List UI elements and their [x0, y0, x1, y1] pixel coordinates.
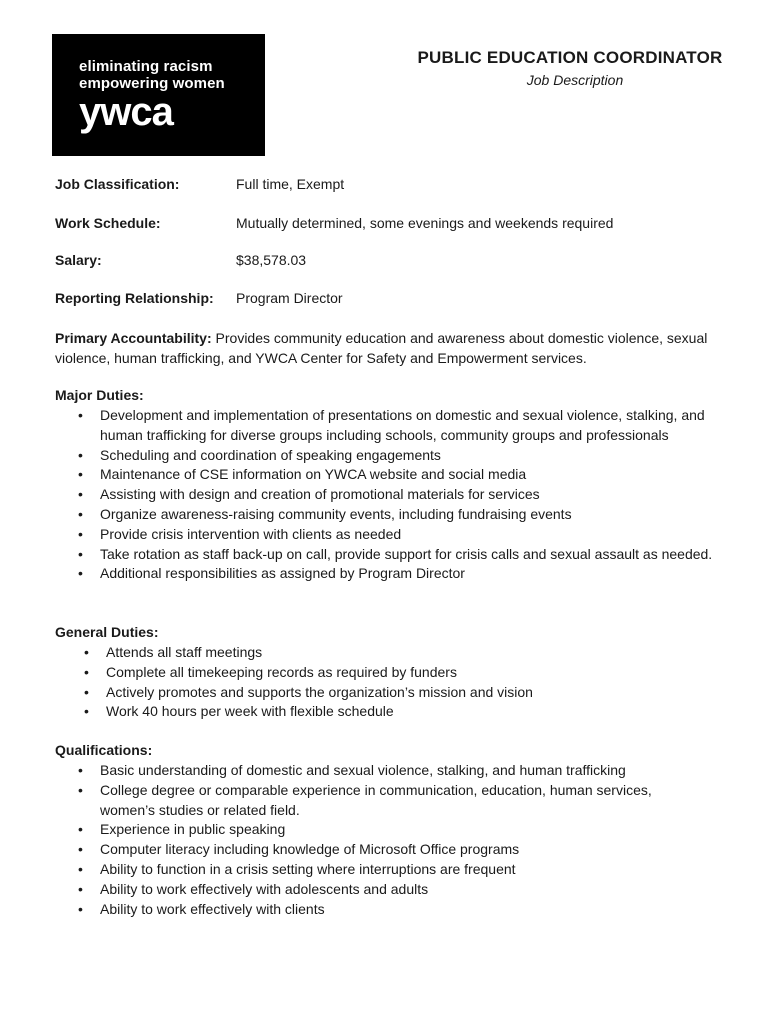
list-item: • Maintenance of CSE information on YWCA website and social media — [100, 465, 725, 485]
work-schedule-value: Mutually determined, some evenings and weekends required — [236, 215, 614, 231]
list-item: • Additional responsibilities as assigned by Program Director — [100, 564, 725, 584]
primary-accountability-label: Primary Accountability: — [55, 330, 212, 346]
list-item: • Attends all staff meetings — [106, 643, 726, 663]
major-duties-list — [100, 406, 725, 584]
list-item: • Complete all timekeeping records as required by funders — [106, 663, 726, 683]
list-item: • Computer literacy including knowledge of Microsoft Office programs — [100, 840, 700, 860]
logo-tagline-racism: eliminating racism — [79, 58, 213, 75]
ywca-logo — [52, 34, 265, 156]
list-item: • Ability to function in a crisis setting where interruptions are frequent — [100, 860, 700, 880]
list-item: • Ability to work effectively with adolescents and adults — [100, 880, 700, 900]
salary-label: Salary: — [55, 252, 102, 268]
logo-tagline-women: empowering women — [79, 75, 225, 92]
document-subtitle: Job Description — [526, 72, 624, 88]
primary-accountability — [55, 328, 735, 368]
list-item: • Work 40 hours per week with flexible schedule — [106, 702, 726, 722]
general-duties-list — [106, 643, 726, 722]
list-item: • Development and implementation of presentations on domestic and sexual violence, stalking, and human trafficking for diverse groups including schools, community groups and professionals — [100, 406, 725, 446]
list-item: • College degree or comparable experience in communication, education, human services, women’s studies or related field. — [100, 781, 700, 821]
list-item: • Scheduling and coordination of speaking engagements — [100, 446, 725, 466]
work-schedule-label: Work Schedule: — [55, 215, 161, 231]
list-item: • Provide crisis intervention with clients as needed — [100, 525, 725, 545]
primary-accountability-text: Provides community education and awareness about domestic violence, sexual violence, human trafficking, and YWCA Center for Safety and Empowerment services. — [55, 330, 708, 366]
general-duties-heading: General Duties: — [55, 624, 159, 640]
qualifications-heading: Qualifications: — [55, 742, 153, 758]
document-title: PUBLIC EDUCATION COORDINATOR — [417, 48, 723, 67]
reporting-relationship-value: Program Director — [236, 290, 343, 306]
list-item: • Experience in public speaking — [100, 820, 700, 840]
list-item: • Organize awareness-raising community events, including fundraising events — [100, 505, 725, 525]
list-item: • Take rotation as staff back-up on call, provide support for crisis calls and sexual assault as needed. — [100, 545, 725, 565]
list-item: • Actively promotes and supports the organization’s mission and vision — [106, 683, 726, 703]
reporting-relationship-label: Reporting Relationship: — [55, 290, 214, 306]
logo-wordmark: ywca — [79, 90, 173, 134]
list-item: • Basic understanding of domestic and sexual violence, stalking, and human trafficking — [100, 761, 700, 781]
salary-value: $38,578.03 — [236, 252, 307, 268]
major-duties-heading: Major Duties: — [55, 387, 144, 403]
list-item: • Assisting with design and creation of promotional materials for services — [100, 485, 725, 505]
list-item: • Ability to work effectively with clients — [100, 900, 700, 920]
job-classification-value: Full time, Exempt — [236, 176, 345, 192]
job-classification-label: Job Classification: — [55, 176, 180, 192]
qualifications-list — [100, 761, 700, 919]
